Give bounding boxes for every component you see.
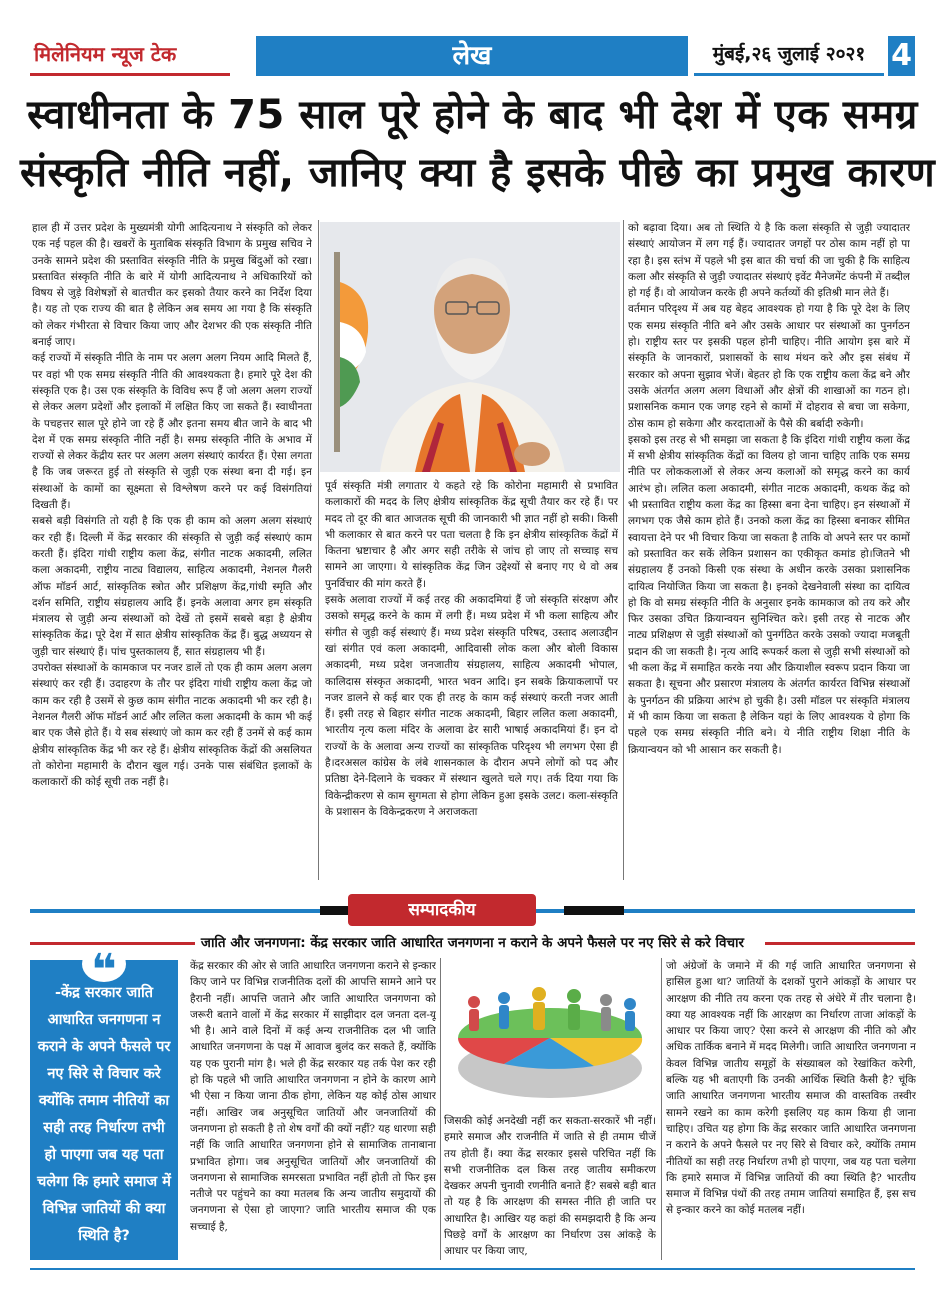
article-paragraph: इसको इस तरह से भी समझा जा सकता है कि इंदिरा गांधी राष्ट्रीय कला केंद्र में सभी क्षेत्रीय सांस्कृतिक केंद्रों का विलय हो जाना चाहिए ताकि एक समग्र नीति पर लोककलाओं से लेकर अन्य कलाओं को समृद्ध करने का कार्य आरंभ हो। ललित कला अकादमी, संगीत नाटक अकादमी, कथक केंद्र को भी प्रस्तावित राष्ट्रीय कला केंद्र का हिस्सा बना देना चाहिए। इन संस्थाओं में लगभग एक जैसे काम होते हैं। उनको कला केंद्र का हिस्सा बनाकर सीमित स्वायत्ता देने पर भी विचार किया जा सकता है ताकि वो अपने स्तर पर कामों को प्रस्तावित कर सकें लेकिन प्रशासन का एकीकृत कमांड हो।जितने भी संग्रहालय हैं उनको किसी एक संस्था के अधीन करके उसका प्रशासनिक दायित्व नियोजित किया जा सकता है। इनको देखनेवाली संस्था का दायित्व हो कि वो समग्र संस्कृति नीति के अनुसार इनके कामकाज को तय करे और फिर उसका उचित क्रियान्वयन सुनिश्चित करे। इसी तरह से नाटक और नाट्य प्रशिक्षण से जुड़ी संस्थाओं को पुनर्गठित करके उसको ज्यादा मजबूती प्रदान की जा सकती है। नृत्य आदि रूपकर्र कला से जुड़ी सभी संस्थाओं को भी कला केंद्र में समाहित करके नया और क्रियाशील स्वरूप प्रदान किया जा सकता है। सूचना और प्रसारण मंत्रालय के अंतर्गत कार्यरत विभिन्न संस्थाओं के पुनर्गठन की प्रक्रिया आरंभ हो चुकी है। उसी मॉडल पर संस्कृति मंत्रालय में भी काम किया जा सकता है लेकिन यहां के लिए आवश्यक ये होगा कि पहले एक समग्र संस्कृति नीति बने। ये नीति राष्ट्रीय शिक्षा नीति के क्रियान्वयन को भी आसान कर सकती है। — [628, 433, 910, 756]
headline-line-1: स्वाधीनता के 75 साल पूरे होने के बाद भी देश में एक समग्र — [27, 92, 918, 138]
editorial-paragraph: जिसकी कोई अनदेखी नहीं कर सकता-सरकारें भी नहीं। हमारे समाज और राजनीति में जाति से ही तमाम चीजें तय होती हैं। क्या केंद्र सरकार इससे परिचित नहीं कि सभी राजनीतिक दल किस तरह जातीय समीकरण देखकर अपनी चुनावी रणनीति बनाते हैं? सबसे बड़ी बात तो यह है कि आरक्षण की समस्त नीति ही जाति पर आधारित है। आखिर यह कहां की समझदारी है कि अन्य पिछड़े वर्गों के आरक्षण का निर्धारण उस आंकड़े के आधार पर किया जाए, — [444, 1115, 656, 1258]
article-column-3 — [628, 220, 910, 880]
column-divider — [661, 958, 662, 1260]
article-column-1 — [32, 220, 312, 880]
editorial-paragraph: जो अंग्रेजों के जमाने में की गई जाति आधारित जनगणना से हासिल हुआ था? जातियों के दशकों पुराने आंकड़ों के आधार पर आरक्षण की नीति तय करना एक तरह से अंधेरे में तीर चलाना है। क्या यह आवश्यक नहीं कि आरक्षण का निर्धारण ताजा आंकड़ों के आधार पर किया जाए? ऐसा करने से आरक्षण की नीति को और अधिक तार्किक बनाने में मदद मिलेगी। जाति आधारित जनगणना न केवल विभिन्न जातीय समूहों के संख्याबल को रेखांकित करेगी, बल्कि यह भी बताएगी कि उनकी आर्थिक स्थिति कैसी है? चूंकि जाति आधारित जनगणना भारतीय समाज की वास्तविक तस्वीर सामने रखने का काम करेगी इसलिए यह काम किया ही जाना चाहिए। उचित यह होगा कि केंद्र सरकार जाति आधारित जनगणना न कराने के अपने फैसले पर नए सिरे से विचार करे, क्योंकि तमाम नीतियों का सही तरह निर्धारण तभी हो पाएगा, जब यह पता चलेगा कि हमारे समाज में विभिन्न जातियों की क्या स्थिति है? भारतीय समाज में विभिन्न पंथों की तरह तमाम जातियां समाहित हैं, इस सच से इन्कार करने का कोई मतलब नहीं। — [666, 960, 916, 1217]
article-paragraph: वर्तमान परिदृश्य में अब यह बेहद आवश्यक हो गया है कि पूरे देश के लिए एक समग्र संस्कृति नीति बने और उसके आधार पर संस्थाओं का पुनर्गठन हो। राष्ट्रीय स्तर पर इसकी पहल होनी चाहिए। नीति आयोग इस बारे में संस्कृति के जानकारों, प्रशासकों के साथ मंथन करे और इस संबंध में सरकार को अपना सुझाव भेजें। बेहतर हो कि एक राष्ट्रीय कला केंद्र बने और उसके अंतर्गत अलग अलग विधाओं और क्षेत्रों की शाखाओं का गठन हो। प्रशासनिक कमान एक जगह रहने से कामों में दोहराव से बचा जा सकेगा, ठोस काम हो सकेगा और करदाताओं के पैसे की बर्बादी रुकेगी। — [628, 303, 910, 430]
pull-quote — [30, 945, 178, 1260]
newspaper-brand: मिलेनियम न्यूज टेक — [30, 36, 230, 76]
column-divider — [318, 220, 319, 880]
column-divider — [440, 958, 441, 1260]
editorial-paragraph: केंद्र सरकार की ओर से जाति आधारित जनगणना कराने से इन्कार किए जाने पर विभिन्न राजनीतिक दलों की आपत्ति सामने आने पर हैरानी नहीं। आपत्ति जताने और जाति आधारित जनगणना को जरूरी बताने वालों में केंद्र सरकार में साझीदार दल जनता दल-यू भी है। आने वाले दिनों में कई अन्य राजनीतिक दल भी जाति आधारित जनगणना के पक्ष में आवाज बुलंद कर सकते हैं, क्योंकि यह एक पुरानी मांग है। भले ही केंद्र सरकार यह तर्क पेश कर रही हो कि पहले भी जाति आधारित जनगणना न होने के कारण आगे भी ऐसा न किया जाना ठीक होगा, लेकिन यह कोई ठोस आधार नहीं। आखिर जब अनुसूचित जातियों और जनजातियों की जनगणना हो सकती है तो शेष वर्गों की क्यों नहीं? यह धारणा सही नहीं कि जाति आधारित जनगणना होने से सामाजिक तानाबाना प्रभावित होगा। जब अनुसूचित जातियों और जनजातियों की जनगणना से सामाजिक समरसता प्रभावित नहीं होती तो फिर इस नतीजे पर पहुंचने का क्या मतलब कि अन्य जातीय समुदायों की जनगणना से ऐसा हो जाएगा? जाति भारतीय समाज की एक सच्चाई है, — [190, 960, 436, 1233]
section-title: लेख — [256, 36, 688, 76]
editorial-illustration — [444, 958, 656, 1108]
article-paragraph: को बढ़ावा दिया। अब तो स्थिति ये है कि कला संस्कृति से जुड़ी ज्यादातर संस्थाएं आयोजन में लग गई हैं। ज्यादातर जगहों पर ठोस काम नहीं हो पा रहा है। इस स्तंभ में पहले भी इस बात की चर्चा की जा चुकी है कि साहित्य कला और संस्कृति से जुड़ी ज्यादातर संस्थाएं इवेंट मैनेजमेंट कंपनी में तब्दील हो गई हैं। वो आयोजन करके ही अपने कर्तव्यों की इतिश्री मान लेते हैं। — [628, 222, 910, 300]
column-divider — [623, 220, 624, 880]
article-paragraph: उपरोक्त संस्थाओं के कामकाज पर नजर डालें तो एक ही काम अलग अलग संस्थाएं कर रही हैं। उदाहरण के तौर पर इंदिरा गांधी राष्ट्रीय कला केंद्र जो काम कर रही है उसमें से कुछ काम संगीत नाटक अकादमी भी कर रही है। नेशनल गैलरी ऑफ मॉडर्न आर्ट और ललित कला अकादमी के काम भी कई बार एक जैसे होते हैं। ये सब संस्थाएं जो काम कर रही हैं उनमें से कई काम क्षेत्रीय सांस्कृतिक केंद्र भी कर रहे हैं। क्षेत्रीय सांस्कृतिक केंद्रों की असलियत तो कोरोना महामारी के दौरान खुल गई। उनके पास संबंधित इलाकों के कलाकारों की कोई सूची तक नहीं है। — [32, 662, 312, 789]
page-number: 4 — [888, 36, 915, 76]
editorial-tag: सम्पादकीय — [348, 894, 536, 926]
article-photo — [320, 222, 620, 472]
editorial-column-2 — [444, 1113, 656, 1260]
article-paragraph: पूर्व संस्कृति मंत्री लगातार ये कहते रहे कि कोरोना महामारी से प्रभावित कलाकारों की मदद के लिए क्षेत्रीय सांस्कृतिक केंद्र सूची तैयार कर रहे हैं। पर मदद तो दूर की बात आजतक सूची की जानकारी भी ज्ञात नहीं हो सकी। किसी भी कलाकार से बात करने पर पता चलता है कि इन क्षेत्रीय सांस्कृतिक केंद्रों में कितना भ्रष्टाचार है और अगर सही तरीके से जांच हो जाए तो सच्चाइ सच सामने आ जाएगा। ये सांस्कृतिक केंद्र जिन उद्देश्यों से बनाए गए थे वो अब पुनर्विचार की मांग करते हैं। — [325, 480, 618, 590]
article-paragraph: कई राज्यों में संस्कृति नीति के नाम पर अलग अलग नियम आदि मिलते हैं, पर वहां भी एक समग्र संस्कृति नीति की आवश्यकता है। हमारे पूरे देश की संस्कृति एक है। उस एक संस्कृति के विविध रूप हैं जो अलग अलग राज्यों से लेकर अलग प्रदेशों और इलाकों में लक्षित किए जा सकते हैं। स्वाधीनता के पचहत्तर साल पूरे होने जा रहे हैं और इतना समय बीत जाने के बाद भी देश में एक समग्र संस्कृति नीति नहीं है। समग्र संस्कृति नीति के अभाव में राज्यों से लेकर केंद्रीय स्तर पर अलग अलग संस्थाएं कार्यरत हैं। ऐसा लगता है कि जब जरूरत हुई तो संस्कृति से जुड़ी एक संस्था बना दी गई। इन संस्थाओं के कामों का सूक्ष्मता से विश्लेषण करने पर कई विसंगतियां दिखती हैं। — [32, 352, 312, 512]
pull-quote-text: -केंद्र सरकार जाति आधारित जनगणना न कराने के अपने फैसले पर नए सिरे से विचार करे क्योंकि तमाम नीतियों का सही तरह निर्धारण तभी हो पाएगा जब यह पता चलेगा कि हमारे समाज में विभिन्न जातियों की क्या स्थिति है? — [37, 985, 171, 1244]
article-paragraph: सबसे बड़ी विसंगति तो यही है कि एक ही काम को अलग अलग संस्थाएं कर रही हैं। दिल्ली में केंद्र सरकार की संस्कृति से जुड़ी कई संस्थाएं काम करती हैं। इंदिरा गांधी राष्ट्रीय कला केंद्र, संगीत नाटक अकादमी, ललित कला अकादमी, राष्ट्रीय नाट्य विद्यालय, साहित्य अकादमी, नेशनल गैलरी ऑफ मॉडर्न आर्ट, सांस्कृतिक स्त्रोत और प्रशिक्षण केंद्र,गांधी स्मृति और दर्शन समिति, राष्ट्रीय संग्रहालय आदि हैं। इनके अलावा अगर हम संस्कृति मंत्रालय से जुड़ी अन्य संस्थाओं को देखें तो इसमें सबसे बड़ा है क्षेत्रीय सांस्कृतिक केंद्र। पूरे देश में सात क्षेत्रीय सांस्कृतिक केंद्र हैं। बुद्ध अध्ययन से जुड़ी चार संस्थाएं हैं। पांच पुस्तकालय हैं, सात संग्रहालय भी हैं। — [32, 515, 312, 658]
population-pie-illustration — [444, 958, 656, 1108]
editorial-headline: जाति और जनगणना: केंद्र सरकार जाति आधारित जनगणना न कराने के अपने फैसले पर नए सिरे से करे विचार — [195, 935, 750, 951]
issue-date: मुंबई,२६ जुलाई २०२१ — [694, 36, 884, 76]
article-paragraph: इसके अलावा राज्यों में कई तरह की अकादमियां हैं जो संस्कृति संरक्षण और उसको समृद्ध करने के काम में लगी हैं। मध्य प्रदेश में भी कला साहित्य और संगीत से जुड़ी कई संस्थाएं हैं। मध्य प्रदेश संस्कृति परिषद, उस्ताद अलाउद्दीन खां संगीत एवं कला अकादमी, आदिवासी लोक कला और बोली विकास अकादमी, मध्य प्रदेश जनजातीय संग्रहालय, साहित्य अकादमी भोपाल, कालिदास संस्कृत अकादमी, भारत भवन आदि। इन सबके क्रियाकलापों पर नजर डालने से कई बार एक ही तरह के काम कई संस्थाएं करती नजर आती हैं। इसी तरह से बिहार संगीत नाटक अकादमी, बिहार ललित कला अकादमी, भारतीय नृत्य कला मंदिर के अलावा ढेर सारी भाषाई अकादमियां हैं। इन दो राज्यों के के अलावा अन्य राज्यों का सांस्कृतिक परिदृश्य भी लगभग ऐसा ही है।दरअसल कांग्रेस के लंबे शासनकाल के दौरान अपने लोगों को पद और प्रतिष्ठा देने-दिलाने के चक्कर में संस्थान खुलते चले गए। तर्क दिया गया कि विकेन्द्रीकरण से काम सुगमता से होगा लेकिन हुआ इसके उलट। कला-संस्कृति के प्रशासन के विकेन्द्रकरण ने अराजकता — [325, 594, 618, 818]
portrait-illustration — [320, 222, 620, 472]
article-paragraph: हाल ही में उत्तर प्रदेश के मुख्यमंत्री योगी आदित्यनाथ ने संस्कृति को लेकर एक नई पहल की है। खबरों के मुताबिक संस्कृति विभाग के प्रमुख सचिव ने उनके सामने प्रदेश की प्रस्तावित संस्कृति नीति के प्रमुख बिंदुओं को रखा। प्रस्तावित संस्कृति नीति के बारे में योगी आदित्यनाथ ने अधिकारियों को विषय से जुड़े विशेषज्ञों से बातचीत कर इसको तैयार करने का निर्देश दिया है। यह तो एक राज्य की बात है लेकिन अब समय आ गया है कि संस्कृति को लेकर गंभीरता से विचार किया जाए और देशभर की एक संस्कृति नीति बनाई जाए। — [32, 222, 312, 349]
article-headline — [20, 86, 936, 202]
masthead — [30, 36, 915, 76]
bottom-rule — [30, 1268, 915, 1270]
editorial-headline-bar — [30, 932, 915, 954]
article-column-2 — [325, 478, 618, 880]
editorial-column-1 — [190, 958, 436, 1260]
headline-line-2: संस्कृति नीति नहीं, जानिए क्या है इसके पीछे का प्रमुख कारण — [20, 150, 936, 196]
editorial-column-3 — [666, 958, 916, 1260]
quote-mark-icon: ❝ — [82, 946, 126, 982]
